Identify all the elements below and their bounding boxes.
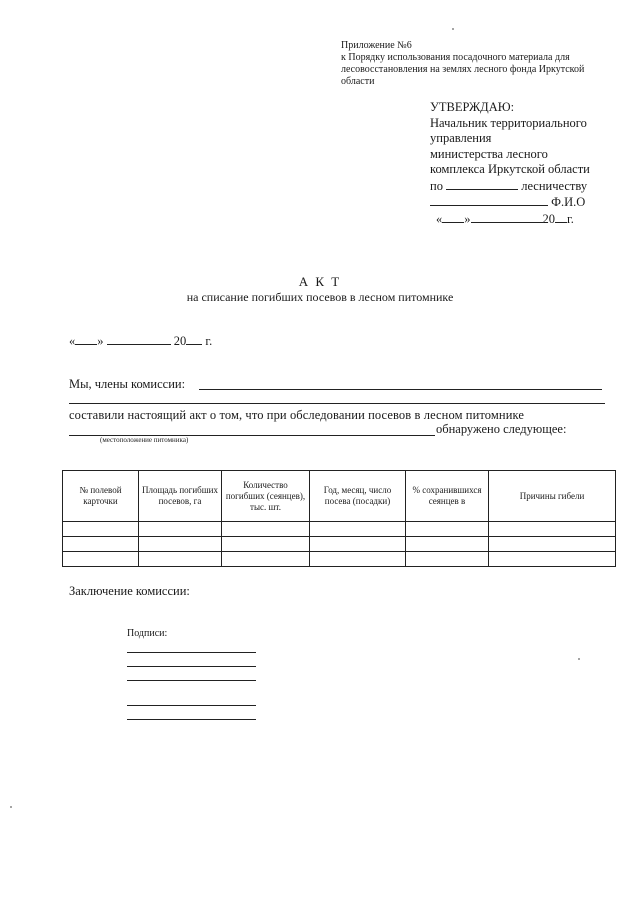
- found-text: обнаружено следующее:: [436, 422, 567, 436]
- col-quantity: Количество погибших (сеянцев), тыс. шт.: [222, 471, 310, 522]
- appendix-number: Приложение №6: [341, 40, 412, 51]
- scan-speck: [452, 28, 454, 30]
- appendix-line: к Порядку использования посадочного материала для: [341, 52, 570, 63]
- table-cell[interactable]: [139, 552, 222, 567]
- month-blank[interactable]: [107, 333, 171, 345]
- signature-line[interactable]: [127, 666, 256, 667]
- table-row: [63, 537, 616, 552]
- table-cell[interactable]: [406, 552, 489, 567]
- approval-block: [430, 100, 620, 227]
- table-cell[interactable]: [63, 522, 139, 537]
- table-row: [63, 522, 616, 537]
- table-cell[interactable]: [63, 537, 139, 552]
- signature-line[interactable]: [127, 719, 256, 720]
- members-blank[interactable]: [199, 389, 602, 390]
- appendix-line: лесовосстановления на землях лесного фонда Иркутской: [341, 64, 585, 75]
- forestry-line: по лесничеству: [430, 178, 588, 193]
- year-blank[interactable]: [186, 333, 202, 345]
- location-caption: (местоположение питомника): [100, 436, 189, 444]
- appendix-line: области: [341, 76, 375, 87]
- col-area: Площадь погибших посевов, га: [139, 471, 222, 522]
- table-cell[interactable]: [489, 537, 616, 552]
- members-label: Мы, члены комиссии:: [69, 377, 186, 391]
- approval-line: управления: [430, 131, 492, 145]
- document-subtitle: на списание погибших посевов в лесном питомнике: [186, 290, 454, 304]
- table-cell[interactable]: [222, 537, 310, 552]
- year-blank[interactable]: [555, 211, 567, 223]
- signature-line[interactable]: [127, 680, 256, 681]
- table-cell[interactable]: [489, 522, 616, 537]
- approval-line: комплекса Иркутской области: [430, 162, 590, 176]
- conclusion-label: Заключение комиссии:: [69, 584, 190, 598]
- table-cell[interactable]: [310, 552, 406, 567]
- date-line: « » 20 г.: [69, 334, 213, 348]
- approval-heading: УТВЕРЖДАЮ:: [430, 100, 515, 114]
- col-survival-percent: % сохранившихся сеянцев в: [406, 471, 489, 522]
- table-cell[interactable]: [310, 537, 406, 552]
- table-cell[interactable]: [489, 552, 616, 567]
- losses-table: [62, 470, 616, 567]
- table-cell[interactable]: [310, 522, 406, 537]
- signature-line[interactable]: [127, 652, 256, 653]
- scan-speck: [578, 658, 580, 660]
- appendix-block: [341, 40, 621, 88]
- table-cell[interactable]: [139, 537, 222, 552]
- table-cell[interactable]: [222, 522, 310, 537]
- table-cell[interactable]: [406, 522, 489, 537]
- signatures-label: Подписи:: [127, 628, 168, 639]
- scan-speck: [10, 806, 12, 808]
- table-row: [63, 552, 616, 567]
- table-cell[interactable]: [63, 552, 139, 567]
- approval-line: министерства лесного: [430, 146, 548, 161]
- name-blank[interactable]: [430, 194, 548, 206]
- approval-date-line: « » 20 г.: [436, 211, 574, 226]
- document-title: А К Т: [298, 274, 342, 289]
- members-blank-2[interactable]: [69, 403, 605, 404]
- table-header-row: [63, 471, 616, 522]
- signature-line[interactable]: [127, 705, 256, 706]
- col-sowing-date: Год, месяц, число посева (посадки): [310, 471, 406, 522]
- table-cell[interactable]: [139, 522, 222, 537]
- table-cell[interactable]: [406, 537, 489, 552]
- compiled-text: составили настоящий акт о том, что при обследовании посевов в лесном питомнике: [69, 408, 524, 422]
- month-blank[interactable]: [471, 211, 543, 223]
- forestry-blank[interactable]: [446, 178, 518, 190]
- day-blank[interactable]: [75, 333, 97, 345]
- col-card-number: № полевой карточки: [63, 471, 139, 522]
- name-line: Ф.И.О: [430, 194, 620, 211]
- col-cause: Причины гибели: [489, 471, 616, 522]
- table-cell[interactable]: [222, 552, 310, 567]
- approval-line: Начальник территориального: [430, 115, 587, 130]
- day-blank[interactable]: [442, 211, 464, 223]
